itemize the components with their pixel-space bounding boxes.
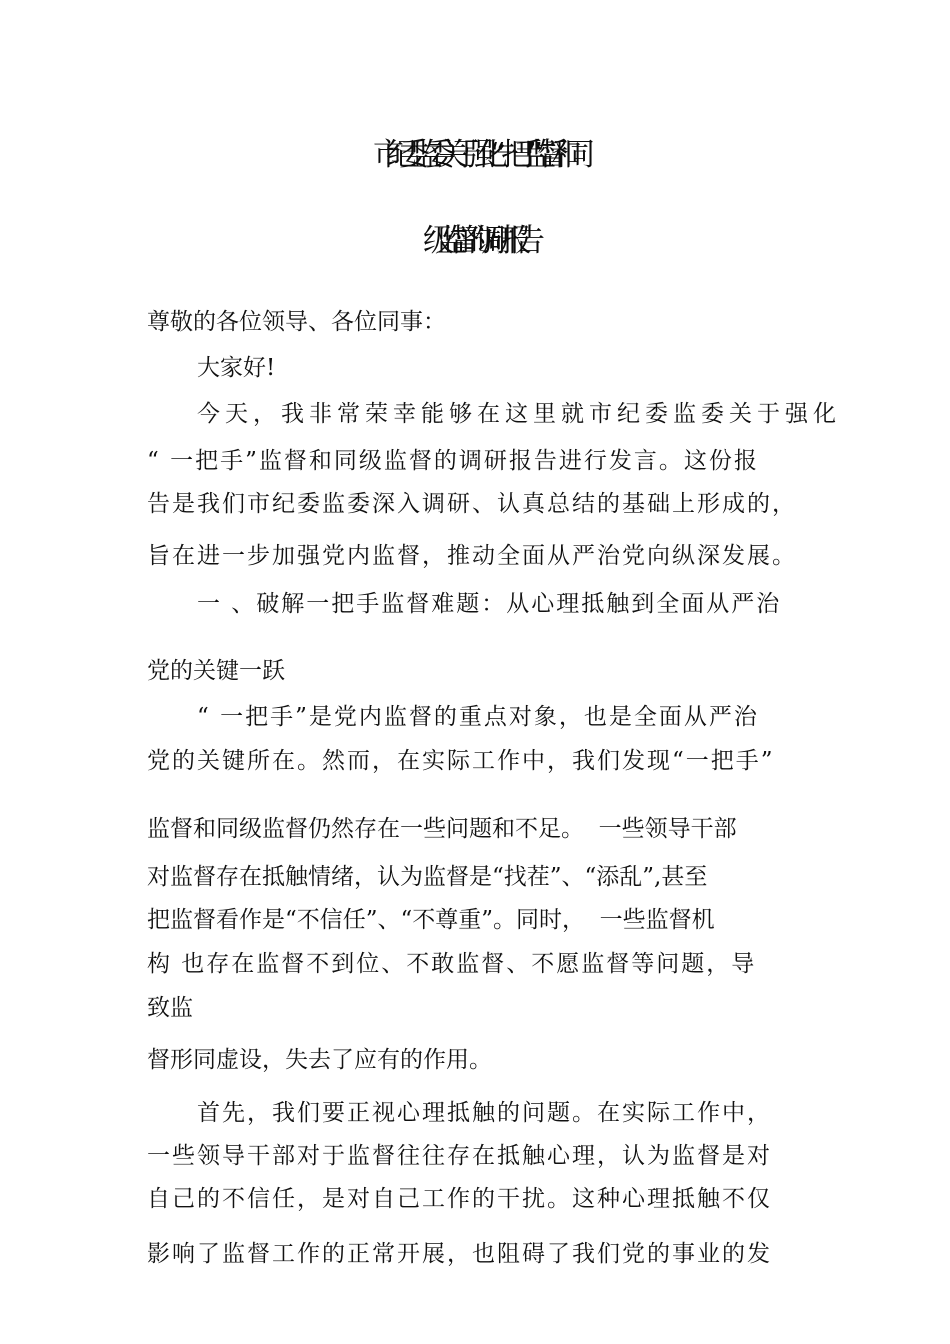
section-heading-1-cont: 党的关键一跃 xyxy=(147,658,285,684)
body-line: 影响了监督工作的正常开展，也阻碍了我们党的事业的发 xyxy=(147,1241,772,1267)
body-line: “ 一把手”是党内监督的重点对象，也是全面从严治 xyxy=(197,704,759,730)
body-line: 监督和同级监督仍然存在一些问题和不足。 一些领导干部 xyxy=(147,816,737,842)
section-heading-1: 一 、破解一把手监督难题：从心理抵触到全面从严治 xyxy=(197,591,782,617)
body-line: 致监 xyxy=(147,995,193,1021)
body-line: 对监督存在抵触情绪，认为监督是“找茬”、“添乱”,甚至 xyxy=(147,864,708,890)
document-title-line-2: 级监督的调研报告 xyxy=(423,223,527,259)
body-line: 构 也存在监督不到位、不敢监督、不愿监督等问题，导 xyxy=(147,951,757,977)
body-line: 今天，我非常荣幸能够在这里就市纪委监委关于强化 xyxy=(197,401,841,427)
body-line: 督形同虚设，失去了应有的作用。 xyxy=(147,1047,492,1073)
document-title-line-1: 市纪委监委关于强化“一把手”监督和同 xyxy=(372,137,578,173)
body-line: 自己的不信任，是对自己工作的干扰。这种心理抵触不仅 xyxy=(147,1186,772,1212)
body-line: 党的关键所在。然而，在实际工作中，我们发现“一把手” xyxy=(147,748,775,774)
body-line: 旨在进一步加强党内监督，推动全面从严治党向纵深发展。 xyxy=(147,543,797,569)
body-line: 把监督看作是“不信任”、“不尊重”。同时， 一些监督机 xyxy=(147,907,715,933)
salutation: 尊敬的各位领导、各位同事： xyxy=(147,309,446,335)
body-line: 一些领导干部对于监督往往存在抵触心理，认为监督是对 xyxy=(147,1143,772,1169)
body-line: “ 一把手”监督和同级监督的调研报告进行发言。这份报 xyxy=(147,448,759,474)
greeting: 大家好! xyxy=(197,355,276,381)
body-line: 告是我们市纪委监委深入调研、认真总结的基础上形成的， xyxy=(147,491,797,517)
body-line: 首先，我们要正视心理抵触的问题。在实际工作中， xyxy=(197,1100,772,1126)
